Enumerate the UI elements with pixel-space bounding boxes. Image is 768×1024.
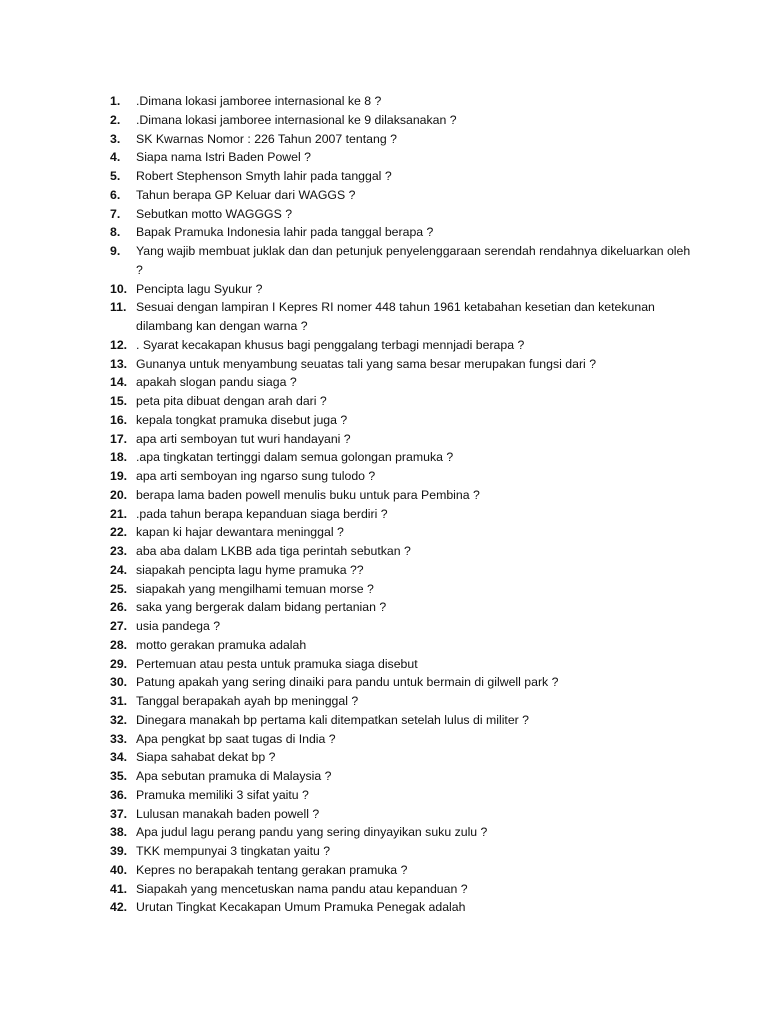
question-item [110, 842, 710, 861]
question-item [110, 823, 710, 842]
question-text: SK Kwarnas Nomor : 226 Tahun 2007 tentang ? [136, 131, 397, 146]
question-number: 23. [110, 544, 128, 558]
question-number: 34. [110, 750, 128, 765]
question-item [110, 655, 710, 674]
question-item [110, 730, 710, 749]
question-number: 39. [110, 844, 128, 858]
question-item [110, 748, 710, 767]
question-text: TKK mempunyai 3 tingkatan yaitu ? [136, 844, 331, 858]
question-text: Pramuka memiliki 3 sifat yaitu ? [136, 787, 309, 802]
question-text: motto gerakan pramuka adalah [136, 637, 307, 652]
question-number: 7. [110, 206, 121, 221]
question-text: usia pandega ? [136, 619, 221, 633]
question-item [110, 111, 710, 130]
question-text: apa arti semboyan tut wuri handayani ? [136, 431, 351, 446]
question-number: 6. [110, 187, 121, 202]
question-number: 28. [110, 637, 128, 652]
question-number: 4. [110, 150, 121, 165]
question-text: Siapa sahabat dekat bp ? [136, 750, 276, 765]
question-item [110, 617, 710, 636]
question-number: 22. [110, 525, 128, 540]
question-text: apakah slogan pandu siaga ? [136, 375, 297, 390]
question-number: 2. [110, 112, 121, 127]
question-item [110, 242, 710, 280]
question-text: .Dimana lokasi jamboree internasional ke 8 ? [136, 94, 382, 108]
question-item [110, 786, 710, 805]
question-text: Pertemuan atau pesta untuk pramuka siaga disebut [136, 656, 418, 671]
question-item [110, 467, 710, 486]
question-text: Dinegara manakah bp pertama kali ditempatkan setelah lulus di militer ? [136, 712, 530, 727]
question-text: .Dimana lokasi jamboree internasional ke 9 dilaksanakan ? [136, 112, 457, 127]
question-number: 37. [110, 806, 128, 821]
question-item [110, 711, 710, 730]
question-text: peta pita dibuat dengan arah dari ? [136, 394, 327, 408]
question-number: 30. [110, 675, 128, 690]
question-item [110, 167, 710, 186]
question-number: 25. [110, 581, 128, 596]
question-text: Tahun berapa GP Keluar dari WAGGS ? [136, 187, 356, 202]
question-number: 15. [110, 394, 128, 408]
question-text: .pada tahun berapa kepanduan siaga berdiri ? [136, 506, 388, 521]
question-number: 11. [110, 300, 127, 315]
question-item [110, 411, 710, 430]
question-text: Kepres no berapakah tentang gerakan pramuka ? [136, 862, 408, 877]
question-text: Urutan Tingkat Kecakapan Umum Pramuka Penegak adalah [136, 900, 466, 915]
question-item [110, 692, 710, 711]
question-text: berapa lama baden powell menulis buku untuk para Pembina ? [136, 487, 480, 502]
question-number: 12. [110, 337, 128, 352]
question-text: Tanggal berapakah ayah bp meninggal ? [136, 694, 359, 708]
question-number: 26. [110, 600, 128, 615]
question-item [110, 767, 710, 786]
question-text: siapakah pencipta lagu hyme pramuka ?? [136, 562, 364, 577]
question-number: 8. [110, 225, 121, 240]
question-number: 14. [110, 375, 128, 390]
question-text: apa arti semboyan ing ngarso sung tulodo ? [136, 469, 376, 483]
question-number: 42. [110, 900, 128, 915]
question-item [110, 486, 710, 505]
question-number: 1. [110, 94, 121, 108]
question-item [110, 561, 710, 580]
question-number: 18. [110, 450, 128, 465]
question-item [110, 205, 710, 224]
question-number: 36. [110, 787, 128, 802]
question-item [110, 598, 710, 617]
question-number: 19. [110, 469, 128, 483]
question-item [110, 636, 710, 655]
question-item [110, 880, 710, 899]
question-item [110, 805, 710, 824]
question-text: .apa tingkatan tertinggi dalam semua golongan pramuka ? [136, 450, 454, 465]
question-number: 32. [110, 712, 128, 727]
question-item [110, 580, 710, 599]
question-number: 35. [110, 769, 128, 783]
question-number: 29. [110, 656, 128, 671]
question-text: Siapakah yang mencetuskan nama pandu atau kepanduan ? [136, 881, 468, 896]
question-number: 27. [110, 619, 128, 633]
question-text: Apa pengkat bp saat tugas di India ? [136, 731, 336, 746]
question-text: saka yang bergerak dalam bidang pertanian ? [136, 600, 387, 615]
question-text: Lulusan manakah baden powell ? [136, 806, 320, 821]
question-text: siapakah yang mengilhami temuan morse ? [136, 581, 374, 596]
question-item [110, 148, 710, 167]
question-text: kapan ki hajar dewantara meninggal ? [136, 525, 344, 540]
question-text: Yang wajib membuat juklak dan dan petunjuk penyelenggaraan serendah rendahnya dikeluarkan oleh ? [136, 244, 691, 277]
question-text: Siapa nama Istri Baden Powel ? [136, 150, 311, 165]
question-item [110, 448, 710, 467]
question-item [110, 523, 710, 542]
question-item [110, 505, 710, 524]
question-number: 33. [110, 731, 128, 746]
question-text: . Syarat kecakapan khusus bagi penggalang terbagi mennjadi berapa ? [136, 337, 525, 352]
question-item [110, 130, 710, 149]
question-number: 20. [110, 487, 128, 502]
question-item [110, 861, 710, 880]
question-text: kepala tongkat pramuka disebut juga ? [136, 412, 348, 427]
question-number: 13. [110, 356, 128, 371]
question-number: 21. [110, 506, 128, 521]
question-item [110, 336, 710, 355]
question-text: Apa sebutan pramuka di Malaysia ? [136, 769, 332, 783]
question-item [110, 373, 710, 392]
question-item [110, 280, 710, 299]
question-item [110, 298, 710, 336]
question-text: Gunanya untuk menyambung seuatas tali yang sama besar merupakan fungsi dari ? [136, 356, 597, 371]
question-text: Pencipta lagu Syukur ? [136, 281, 263, 296]
question-item [110, 430, 710, 449]
question-text: Sesuai dengan lampiran I Kepres RI nomer 448 tahun 1961 ketabahan kesetian dan ketekunan dilambang kan dengan warna ? [136, 300, 655, 333]
question-number: 24. [110, 562, 128, 577]
question-list [110, 92, 710, 917]
question-item [110, 186, 710, 205]
question-item [110, 355, 710, 374]
question-item [110, 392, 710, 411]
question-text: Apa judul lagu perang pandu yang sering dinyayikan suku zulu ? [136, 825, 488, 840]
question-number: 3. [110, 131, 121, 146]
question-item [110, 542, 710, 561]
question-text: Robert Stephenson Smyth lahir pada tanggal ? [136, 169, 392, 183]
question-number: 10. [110, 281, 128, 296]
question-number: 5. [110, 169, 121, 183]
question-item [110, 92, 710, 111]
question-text: Sebutkan motto WAGGGS ? [136, 206, 293, 221]
question-text: Patung apakah yang sering dinaiki para pandu untuk bermain di gilwell park ? [136, 675, 559, 690]
question-text: aba aba dalam LKBB ada tiga perintah sebutkan ? [136, 544, 411, 558]
question-text: Bapak Pramuka Indonesia lahir pada tanggal berapa ? [136, 225, 434, 240]
question-item [110, 223, 710, 242]
question-number: 16. [110, 412, 128, 427]
question-item [110, 673, 710, 692]
question-number: 31. [110, 694, 128, 708]
question-number: 9. [110, 244, 121, 258]
question-number: 40. [110, 862, 128, 877]
question-number: 17. [110, 431, 128, 446]
question-number: 38. [110, 825, 128, 840]
question-number: 41. [110, 881, 128, 896]
question-item [110, 898, 710, 917]
